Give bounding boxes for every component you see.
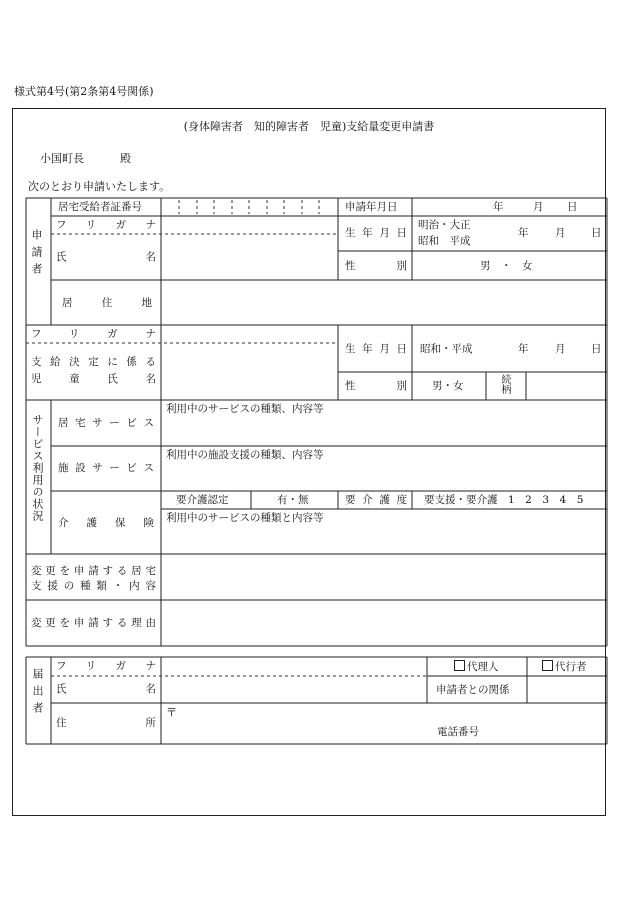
agent-checkbox[interactable]: [454, 660, 499, 673]
applicant-birth-year-unit: 年: [518, 227, 529, 239]
change-reason-field[interactable]: [162, 601, 606, 645]
proxy-checkbox-box[interactable]: [542, 660, 553, 671]
child-birth-label: 生年月日: [345, 343, 407, 355]
phone-label: 電話番号: [437, 726, 479, 738]
facility-service-label: 施設サービス: [58, 462, 154, 474]
care-insurance-label: 介護保険: [58, 517, 154, 529]
child-birth-day-unit: 日: [591, 343, 602, 355]
applicant-name-field[interactable]: [162, 235, 338, 279]
care-service-note: 利用中のサービスの種類と内容等: [166, 512, 324, 524]
care-cert-options[interactable]: 有・無: [277, 494, 309, 506]
relation-to-applicant-label: 申請者との関係: [436, 684, 510, 696]
child-furigana-label: フリガナ: [31, 328, 156, 340]
filer-name-label: 氏名: [56, 683, 156, 695]
cert-number-field[interactable]: [162, 199, 338, 215]
agent-label: 代理人: [467, 661, 499, 673]
intro-text: 次のとおり申請いたします。: [28, 180, 171, 193]
child-name-label-1: 支給決定に係る: [31, 356, 156, 368]
applicant-address-field[interactable]: [162, 281, 606, 324]
filer-section-label: 届出者: [31, 668, 44, 719]
form-number: 様式第4号(第2条第4号関係): [14, 85, 154, 98]
change-content-label-1: 変更を申請する居宅: [31, 565, 156, 577]
applicant-sex-label: 性別: [345, 260, 407, 272]
application-date-year-unit: 年: [493, 201, 504, 213]
application-date-day-unit: 日: [567, 201, 578, 213]
document-title: (身体障害者 知的障害者 児童)支給量変更申請書: [183, 120, 435, 133]
applicant-name-label: 氏名: [56, 251, 156, 263]
home-service-label: 居宅サービス: [58, 417, 154, 429]
applicant-furigana-label: フリガナ: [56, 219, 156, 231]
relation-field[interactable]: [527, 373, 606, 399]
applicant-era-1: 明治・大正: [418, 219, 471, 231]
change-reason-label: 変更を申請する理由: [31, 617, 156, 629]
application-date-label: 申請年月日: [345, 201, 398, 213]
applicant-section-label: 申請者: [30, 229, 43, 280]
agent-checkbox-box[interactable]: [454, 660, 465, 671]
care-level-options[interactable]: 要支援・要介護 1 2 3 4 5: [424, 494, 584, 506]
applicant-birth-day-unit: 日: [591, 227, 602, 239]
child-name-field[interactable]: [162, 344, 338, 399]
home-service-note: 利用中のサービスの種類、内容等: [166, 403, 324, 415]
applicant-sex-options[interactable]: 男 ・ 女: [480, 260, 533, 272]
filer-address-field[interactable]: [162, 704, 606, 743]
applicant-furigana-field[interactable]: [162, 217, 338, 233]
honorific: 殿: [120, 152, 131, 165]
addressee: [40, 150, 131, 166]
postal-mark: 〒: [166, 706, 177, 719]
filer-furigana-label: フリガナ: [56, 660, 156, 672]
cert-number-label: 居宅受給者証番号: [58, 201, 142, 213]
filer-furigana-field[interactable]: [162, 658, 426, 675]
filer-name-field[interactable]: [162, 677, 426, 702]
proxy-label: 代行者: [555, 661, 587, 673]
child-sex-label: 性別: [345, 380, 407, 392]
service-section-label: サービス利用の状況: [31, 414, 44, 522]
change-content-label-2: 支援の種類・内容: [31, 580, 156, 592]
proxy-checkbox[interactable]: [542, 660, 587, 673]
child-name-label-2: 児童氏名: [31, 373, 156, 385]
care-cert-label: 要介護認定: [176, 494, 229, 506]
application-date-month-unit: 月: [533, 201, 544, 213]
child-birth-month-unit: 月: [555, 343, 566, 355]
change-content-field[interactable]: [162, 555, 606, 599]
relation-to-applicant-field[interactable]: [528, 677, 606, 702]
applicant-birth-label: 生年月日: [345, 227, 407, 239]
applicant-era-2: 昭和 平成: [418, 235, 471, 247]
applicant-birth-month-unit: 月: [555, 227, 566, 239]
filer-address-label: 住所: [56, 717, 156, 729]
applicant-address-label: 居住地: [62, 297, 152, 309]
child-birth-year-unit: 年: [518, 343, 529, 355]
facility-service-note: 利用中の施設支援の種類、内容等: [166, 449, 324, 461]
child-sex-options[interactable]: 男・女: [432, 380, 464, 392]
child-era: 昭和・平成: [420, 343, 473, 355]
relation-label: 続柄: [499, 374, 510, 394]
child-furigana-field[interactable]: [162, 326, 338, 342]
care-level-label: 要介護度: [345, 494, 407, 506]
addressee-name: 小国町長: [40, 152, 84, 165]
